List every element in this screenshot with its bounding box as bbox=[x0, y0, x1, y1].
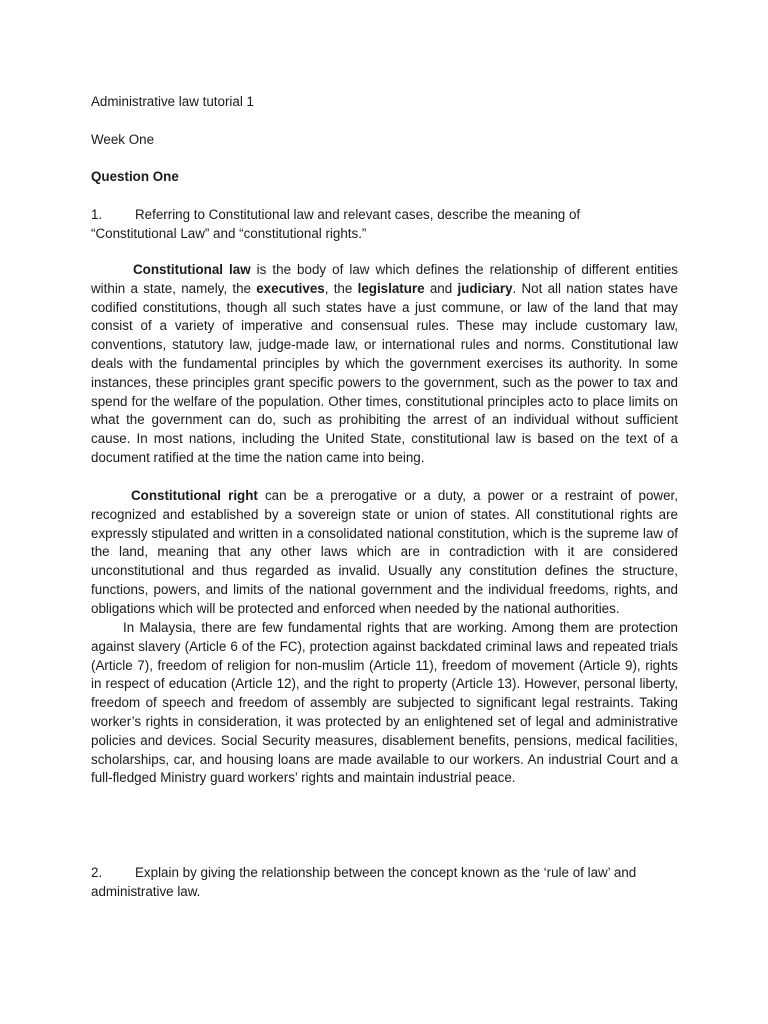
para1-text-a: is the body of law which defines the relationship of different entities within a state, namely, the bbox=[91, 262, 678, 296]
question-2-number: 2. bbox=[91, 865, 103, 880]
week-label: Week One bbox=[91, 132, 155, 147]
para1-text-b: , the bbox=[324, 280, 358, 296]
question-2-line-1 bbox=[91, 863, 636, 882]
paragraph-constitutional-right bbox=[91, 487, 678, 619]
term-executives: executives bbox=[256, 280, 325, 296]
term-constitutional-law: Constitutional law bbox=[133, 262, 251, 277]
para2-text: can be a prerogative or a duty, a power or a restraint of power, recognized and established by a sovereign state or union of states. All constitutional rights are expressly stipulated and written in a consolidated national constitution, which is the supreme law of the land, meaning that any other laws which are in contradiction with it are considered unconstitutional and thus regarded as invalid. Usually any constitution defines the structure, functions, powers, and limits of the national government and the individual freedoms, rights, and obligations which will be protected and enforced when needed by the national authorities. bbox=[91, 488, 678, 616]
paragraph-constitutional-law bbox=[91, 261, 678, 468]
document-title: Administrative law tutorial 1 bbox=[91, 94, 254, 109]
question-2-line-2: administrative law. bbox=[91, 884, 201, 899]
question-1-line-2: “Constitutional Law” and “constitutional rights.” bbox=[91, 226, 367, 241]
paragraph-malaysia-rights: In Malaysia, there are few fundamental rights that are working. Among them are protection against slavery (Article 6 of the FC), protection against backdated criminal laws and repeated trials (Article 7), freedom of religion for non-muslim (Article 11), freedom of movement (Article 9), rights in respect of education (Article 12), and the right to property (Article 13). However, personal liberty, freedom of speech and freedom of assembly are subjected to significant legal restraints. Taking worker’s rights in consideration, it was protected by an enlightened set of legal and administrative policies and devices. Social Security measures, disablement benefits, pensions, medical facilities, scholarships, car, and housing loans are made available to our workers. An industrial Court and a full-fledged Ministry guard workers’ rights and maintain industrial peace. bbox=[91, 620, 678, 786]
question-1-number: 1. bbox=[91, 207, 103, 222]
para1-text-d: . Not all nation states have codified constitutions, though all such states have a just commune, or law of the land that may consist of a variety of imperative and consensual rules. These may include customary law, conventions, statutory law, judge-made law, or international rules and norms. Constitutional law deals with the fundamental principles by which the government exercises its authority. In some instances, these principles grant specific powers to the government, such as the power to tax and spend for the welfare of the population. Other times, constitutional principles acto to place limits on what the government can do, such as prohibiting the arrest of an individual without sufficient cause. In most nations, including the United State, constitutional law is based on the text of a document ratified at the time the nation came into being. bbox=[91, 280, 678, 465]
para1-text-c: and bbox=[424, 280, 458, 296]
term-legislature: legislature bbox=[357, 280, 425, 296]
question-2-text: Explain by giving the relationship between the concept known as the ‘rule of law’ and bbox=[135, 865, 637, 880]
term-judiciary: judiciary bbox=[457, 280, 513, 296]
question-1-text: Referring to Constitutional law and relevant cases, describe the meaning of bbox=[135, 207, 581, 222]
term-constitutional-right: Constitutional right bbox=[131, 488, 258, 503]
question-heading: Question One bbox=[91, 169, 179, 184]
question-1-line-1 bbox=[91, 205, 580, 224]
